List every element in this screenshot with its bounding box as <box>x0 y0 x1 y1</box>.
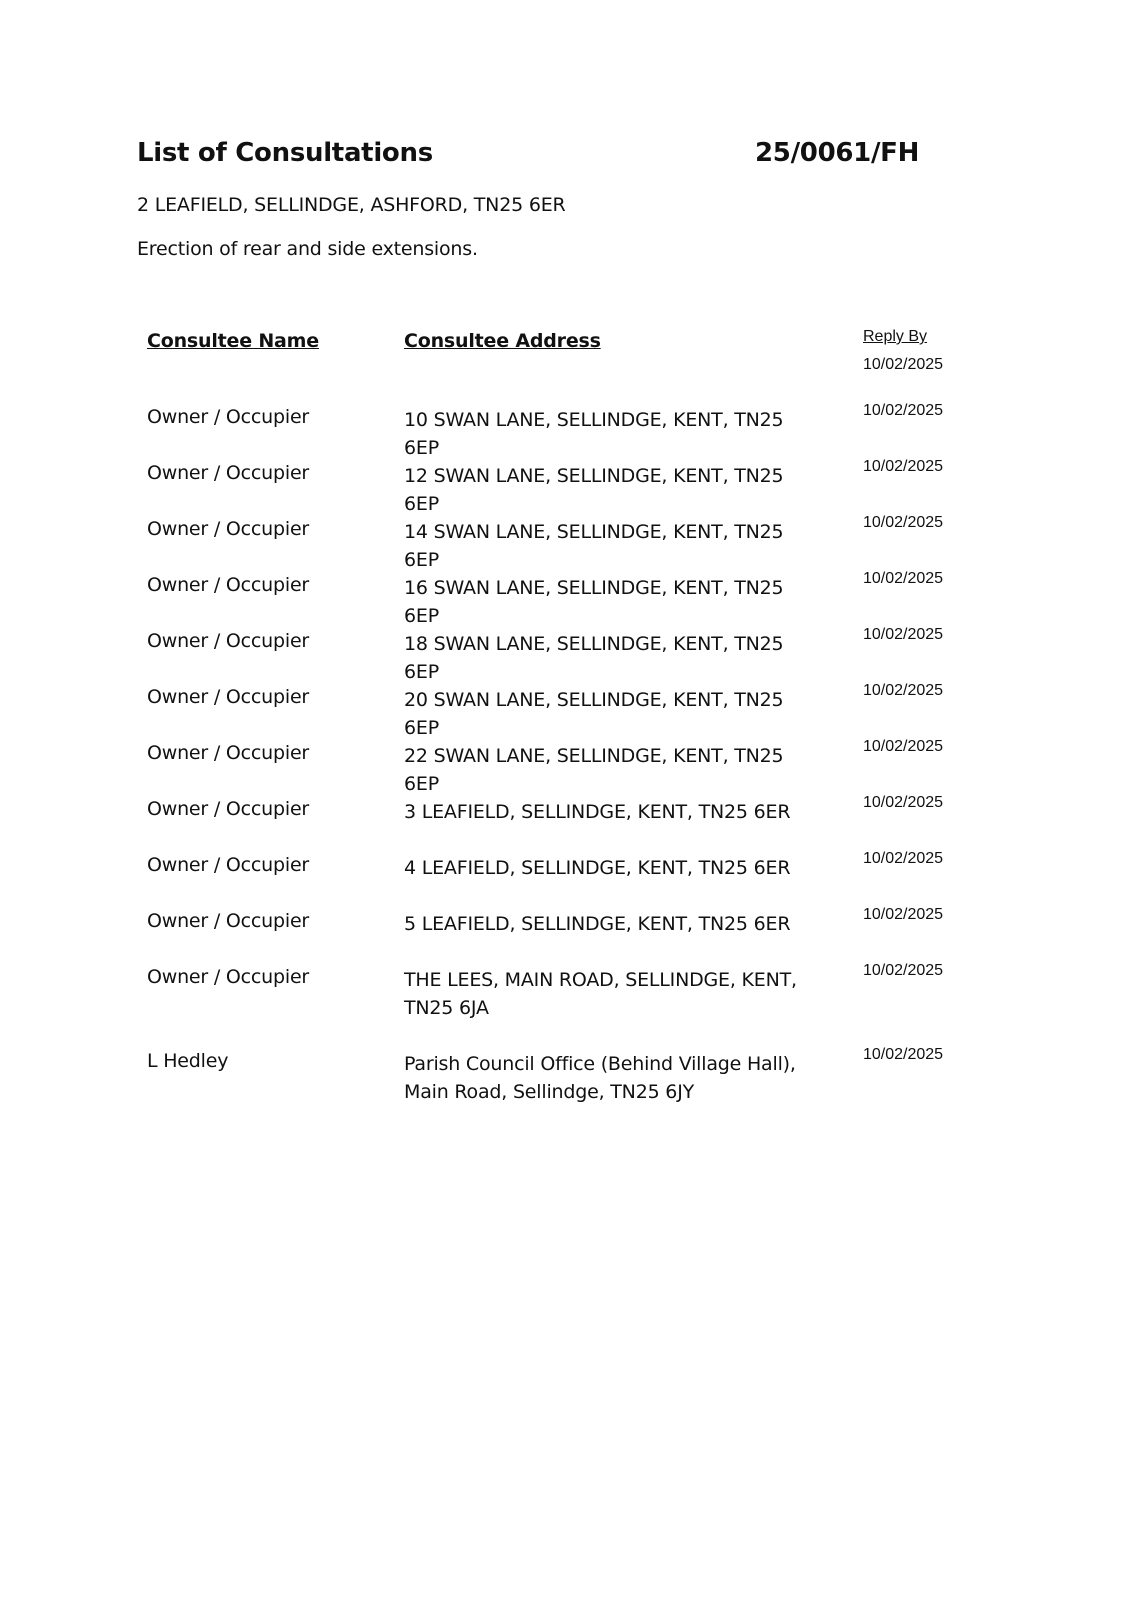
consultee-address: 22 SWAN LANE, SELLINDGE, KENT, TN25 6EP <box>404 745 784 795</box>
column-header-reply-by: Reply By <box>863 328 928 345</box>
consultee-address: 3 LEAFIELD, SELLINDGE, KENT, TN25 6ER <box>404 801 791 823</box>
consultee-address: 20 SWAN LANE, SELLINDGE, KENT, TN25 6EP <box>404 689 784 739</box>
consultee-address: 4 LEAFIELD, SELLINDGE, KENT, TN25 6ER <box>404 857 791 879</box>
reply-by-date: 10/02/2025 <box>863 458 944 475</box>
reply-by-date: 10/02/2025 <box>863 738 944 755</box>
consultee-name: L Hedley <box>147 1050 229 1072</box>
consultee-address: 14 SWAN LANE, SELLINDGE, KENT, TN25 6EP <box>404 521 784 571</box>
column-header-consultee-address: Consultee Address <box>404 330 601 352</box>
consultee-name: Owner / Occupier <box>147 742 310 764</box>
consultee-address: 10 SWAN LANE, SELLINDGE, KENT, TN25 6EP <box>404 409 784 459</box>
consultee-name: Owner / Occupier <box>147 798 310 820</box>
reply-by-date: 10/02/2025 <box>863 906 944 923</box>
column-header-consultee-name: Consultee Name <box>147 330 319 352</box>
reply-by-header-date: 10/02/2025 <box>863 356 944 373</box>
consultee-name: Owner / Occupier <box>147 910 310 932</box>
reply-by-date: 10/02/2025 <box>863 962 944 979</box>
application-reference: 25/0061/FH <box>755 138 920 168</box>
reply-by-date: 10/02/2025 <box>863 570 944 587</box>
consultee-address: THE LEES, MAIN ROAD, SELLINDGE, KENT, TN25 6JA <box>404 969 797 1019</box>
reply-by-date: 10/02/2025 <box>863 514 944 531</box>
reply-by-date: 10/02/2025 <box>863 794 944 811</box>
consultee-name: Owner / Occupier <box>147 630 310 652</box>
consultee-name: Owner / Occupier <box>147 574 310 596</box>
reply-by-date: 10/02/2025 <box>863 682 944 699</box>
consultee-name: Owner / Occupier <box>147 518 310 540</box>
consultee-name: Owner / Occupier <box>147 406 310 428</box>
reply-by-date: 10/02/2025 <box>863 626 944 643</box>
consultee-name: Owner / Occupier <box>147 854 310 876</box>
consultee-address: Parish Council Office (Behind Village Hall), Main Road, Sellindge, TN25 6JY <box>404 1053 796 1103</box>
consultee-name: Owner / Occupier <box>147 686 310 708</box>
site-address: 2 LEAFIELD, SELLINDGE, ASHFORD, TN25 6ER <box>137 194 566 216</box>
consultee-address: 12 SWAN LANE, SELLINDGE, KENT, TN25 6EP <box>404 465 784 515</box>
reply-by-date: 10/02/2025 <box>863 1046 944 1063</box>
page-title: List of Consultations <box>137 138 433 168</box>
consultee-name: Owner / Occupier <box>147 462 310 484</box>
reply-by-date: 10/02/2025 <box>863 850 944 867</box>
consultee-address: 18 SWAN LANE, SELLINDGE, KENT, TN25 6EP <box>404 633 784 683</box>
consultee-address: 16 SWAN LANE, SELLINDGE, KENT, TN25 6EP <box>404 577 784 627</box>
consultee-address: 5 LEAFIELD, SELLINDGE, KENT, TN25 6ER <box>404 913 791 935</box>
reply-by-date: 10/02/2025 <box>863 402 944 419</box>
consultee-name: Owner / Occupier <box>147 966 310 988</box>
proposal-description: Erection of rear and side extensions. <box>137 238 478 260</box>
